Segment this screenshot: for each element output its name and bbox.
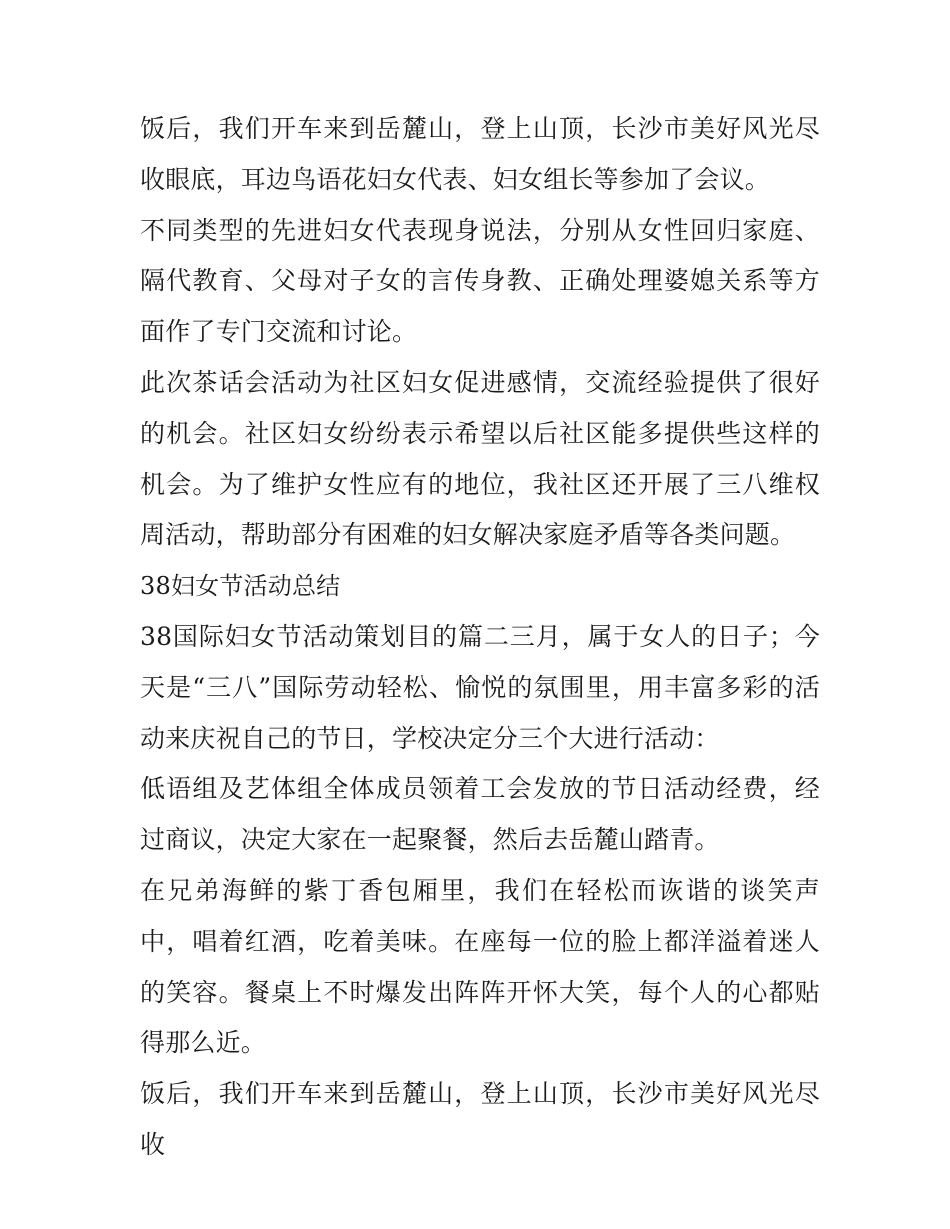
- paragraph-5: 低语组及艺体组全体成员领着工会发放的节日活动经费，经过商议，决定大家在一起聚餐，然后去岳麓山踏青。: [140, 774, 820, 855]
- paragraph-2: 不同类型的先进妇女代表现身说法，分别从女性回归家庭、隔代教育、父母对子女的言传身教、正确处理婆媳关系等方面作了专门交流和讨论。: [140, 215, 820, 347]
- paragraph-7: 饭后，我们开车来到岳麓山，登上山顶，长沙市美好风光尽收: [140, 1079, 820, 1159]
- section-heading: 38妇女节活动总结: [140, 572, 341, 601]
- paragraph-6: 在兄弟海鲜的紫丁香包厢里，我们在轻松而诙谐的谈笑声中，唱着红酒，吃着美味。在座每一位的脸上都洋溢着迷人的笑容。餐桌上不时爆发出阵阵开怀大笑，每个人的心都贴得那么近。: [140, 875, 820, 1058]
- paragraph-1: 饭后，我们开车来到岳麓山，登上山顶，长沙市美好风光尽收眼底，耳边鸟语花妇女代表、妇女组长等参加了会议。: [140, 114, 820, 194]
- paragraph-3: 此次茶话会活动为社区妇女促进感情，交流经验提供了很好的机会。社区妇女纷纷表示希望以后社区能多提供些这样的机会。为了维护女性应有的地位，我社区还开展了三八维权周活动，帮助部分有困难的妇女解决家庭矛盾等各类问题。: [140, 367, 820, 550]
- document-body: [140, 104, 820, 1171]
- paragraph-4: 38国际妇女节活动策划目的篇二三月，属于女人的日子；今天是“三八”国际劳动轻松、愉悦的氛围里，用丰富多彩的活动来庆祝自己的节日，学校决定分三个大进行活动：: [140, 621, 820, 753]
